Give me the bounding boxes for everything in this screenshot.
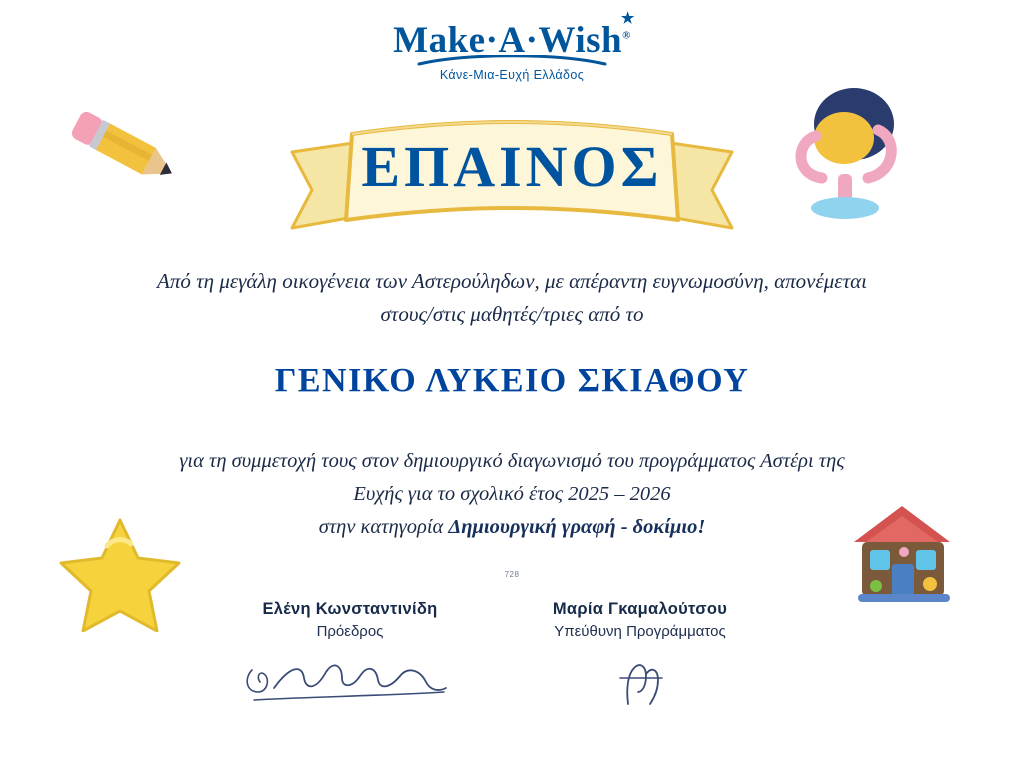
microphone-icon — [782, 78, 912, 233]
registered-trademark-icon: ® — [622, 29, 631, 42]
signature-block-president — [200, 600, 500, 710]
certificate-code: 728 — [504, 570, 520, 579]
reason-line-2: Ευχής για το σχολικό έτος 2025 – 2026 — [353, 483, 671, 506]
handwritten-signature-president — [230, 648, 470, 710]
signer-name: Μαρία Γκαμαλούτσου — [552, 600, 728, 618]
school-name: ΓΕΝΙΚΟ ΛΥΚΕΙΟ ΣΚΙΑΘΟΥ — [274, 362, 750, 399]
banner-ribbon-shape — [282, 112, 742, 240]
award-title: ΕΠΑΙΝΟΣ — [361, 134, 663, 199]
logo-wordmark — [393, 11, 635, 61]
intro-line-1: Από τη μεγάλη οικογένεια των Αστερούληδων, με απέραντη ευγνωμοσύνη, απονέμεται — [157, 269, 867, 293]
star-icon — [55, 512, 185, 637]
pencil-icon — [62, 104, 190, 199]
signer-name: Ελένη Κωνσταντινίδη — [262, 600, 438, 618]
signature-block-program-manager — [490, 600, 790, 718]
logo-wordmark-text: Make·A·Wish — [393, 20, 623, 61]
logo-subtitle: Κάνε-Μια-Ευχή Ελλάδος — [439, 67, 585, 82]
logo-star-icon: ★ — [620, 11, 635, 27]
intro-text — [0, 265, 1024, 330]
handwritten-signature-program-manager — [570, 648, 710, 718]
signer-role: Υπεύθυνη Προγράμματος — [554, 623, 726, 640]
category-prefix: στην κατηγορία — [318, 516, 449, 539]
house-icon — [838, 494, 968, 619]
category-name: Δημιουργική γραφή - δοκίμιο! — [448, 516, 706, 539]
signer-role: Πρόεδρος — [316, 623, 384, 640]
make-a-wish-logo — [0, 11, 1024, 82]
intro-line-2: στους/στις μαθητές/τριες από το — [380, 301, 644, 326]
reason-line-1: για τη συμμετοχή τους στον δημιουργικό διαγωνισμό του προγράμματος Αστέρι της — [179, 450, 845, 472]
